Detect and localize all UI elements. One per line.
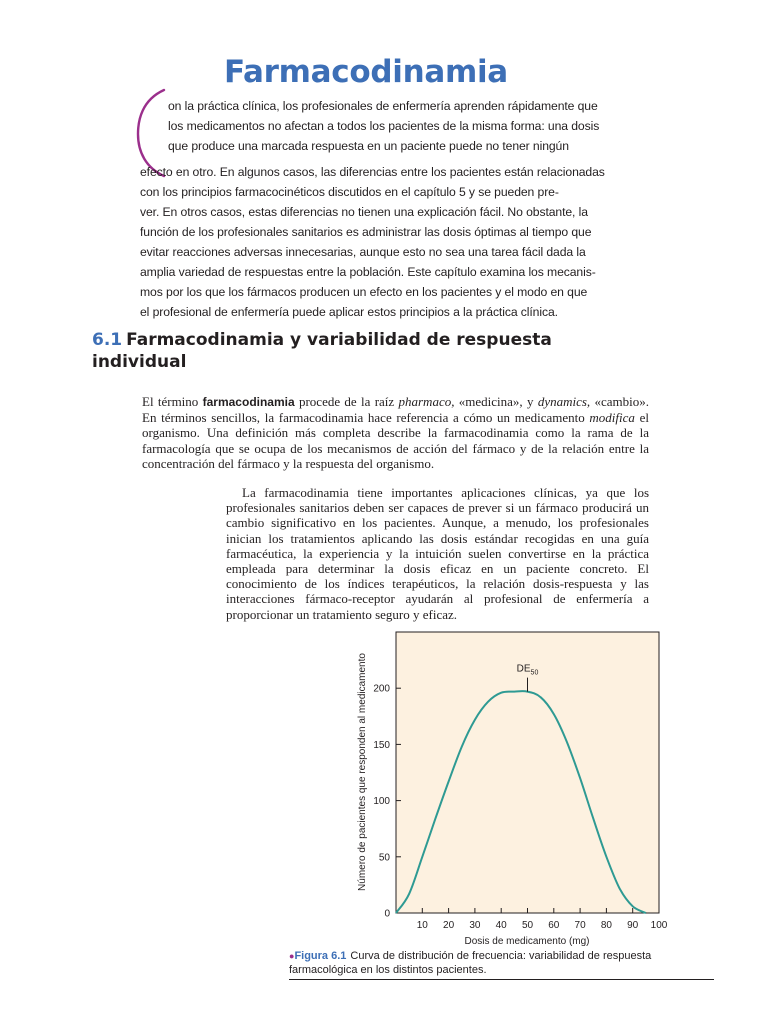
y-tick-label: 150 bbox=[373, 739, 390, 751]
x-tick-label: 30 bbox=[469, 920, 481, 931]
caption-divider bbox=[289, 979, 714, 980]
y-tick-label: 50 bbox=[378, 852, 390, 864]
text-run: el organismo. Una definición más completa describe la farmacodinamia como la rama de la farmacología que se ocupa de los mecanismos de acción del fármaco y de la relación entre la concentración del fármaco y la respuesta del organismo. bbox=[142, 410, 649, 471]
root-word: pharmaco, bbox=[398, 394, 455, 409]
section-number: 6.1 bbox=[92, 330, 123, 350]
x-tick-label: 80 bbox=[600, 920, 612, 931]
intro-line: ver. En otros casos, estas diferencias no tienen una explicación fácil. No obstante, la bbox=[140, 205, 588, 219]
y-tick-label: 200 bbox=[373, 683, 390, 695]
x-tick-label: 40 bbox=[495, 920, 507, 931]
page-title: Farmacodinamia bbox=[224, 54, 508, 90]
x-tick-label: 90 bbox=[627, 920, 639, 931]
x-tick-label: 70 bbox=[574, 920, 586, 931]
figure-caption bbox=[289, 949, 689, 977]
emphasis: modifica bbox=[589, 410, 635, 426]
text-run: «cambio». En términos sencillos, la farmacodinamia hace referencia a cómo un medicamento bbox=[142, 394, 649, 426]
x-tick-label: 60 bbox=[548, 920, 560, 931]
intro-line: con los principios farmacocinéticos discutidos en el capítulo 5 y se pueden pre- bbox=[140, 185, 559, 199]
intro-line: los medicamentos no afectan a todos los pacientes de la misma forma: una dosis bbox=[168, 119, 600, 133]
intro-line: on la práctica clínica, los profesionales de enfermería aprenden rápidamente que bbox=[168, 99, 598, 113]
y-tick-label: 0 bbox=[384, 908, 390, 920]
text-run: procede de la raíz bbox=[294, 394, 399, 409]
x-tick-label: 20 bbox=[443, 920, 455, 931]
intro-line: el profesional de enfermería puede aplicar estos principios a la práctica clínica. bbox=[140, 305, 558, 319]
section-title: Farmacodinamia y variabilidad de respuesta individual bbox=[92, 330, 552, 372]
annotation-base: DE bbox=[516, 663, 531, 675]
annotation-sub: 50 bbox=[530, 669, 539, 677]
y-axis-label: Número de pacientes que responden al medicamento bbox=[357, 653, 368, 891]
intro-line: efecto en otro. En algunos casos, las diferencias entre los pacientes están relacionadas bbox=[140, 165, 605, 179]
key-term: farmacodinamia bbox=[202, 395, 295, 409]
intro-line: que produce una marcada respuesta en un paciente puede no tener ningún bbox=[168, 139, 569, 153]
text-run: La farmacodinamia tiene importantes aplicaciones clínicas, ya que los profesionales sanitarios deben ser capaces de prever si un fármaco producirá un cambio significativo en los pacientes. Aunque, a menudo, los profesionales inician los tratamientos aplicando las dosis estándar recogidas en una guía farmacéutica, la experiencia y la intuición suelen convertirse en la práctica empleada para determinar la dosis eficaz en un paciente concreto. El conocimiento de los índices terapéuticos, la relación dosis-respuesta y las interacciones fármaco-receptor ayudarán al profesional de enfermería a proporcionar un tratamiento seguro y eficaz. bbox=[226, 485, 649, 622]
caption-bullet-icon: ● bbox=[289, 951, 295, 961]
caption-text: farmacológica en los distintos pacientes. bbox=[289, 964, 487, 976]
x-tick-label: 100 bbox=[650, 920, 668, 931]
intro-line: función de los profesionales sanitarios es administrar las dosis óptimas al tiempo que bbox=[140, 225, 592, 239]
intro-line: evitar reacciones adversas innecesarias, aunque esto no sea una tarea fácil dada la bbox=[140, 245, 586, 259]
x-axis-label: Dosis de medicamento (mg) bbox=[464, 936, 590, 947]
text-run: El término bbox=[142, 394, 203, 409]
intro-line: mos por los que los fármacos producen un efecto en los pacientes y el modo en que bbox=[140, 285, 588, 299]
y-tick-label: 100 bbox=[373, 796, 390, 808]
intro-line: amplia variedad de respuestas entre la población. Este capítulo examina los mecanis- bbox=[140, 265, 596, 279]
text-run: «medicina», y bbox=[454, 394, 538, 409]
caption-label: Figura 6.1 bbox=[294, 950, 347, 962]
x-tick-label: 50 bbox=[521, 920, 534, 931]
root-word: dynamics, bbox=[537, 394, 591, 409]
caption-text: Curva de distribución de frecuencia: variabilidad de respuesta bbox=[350, 950, 652, 962]
x-tick-label: 10 bbox=[416, 920, 428, 931]
